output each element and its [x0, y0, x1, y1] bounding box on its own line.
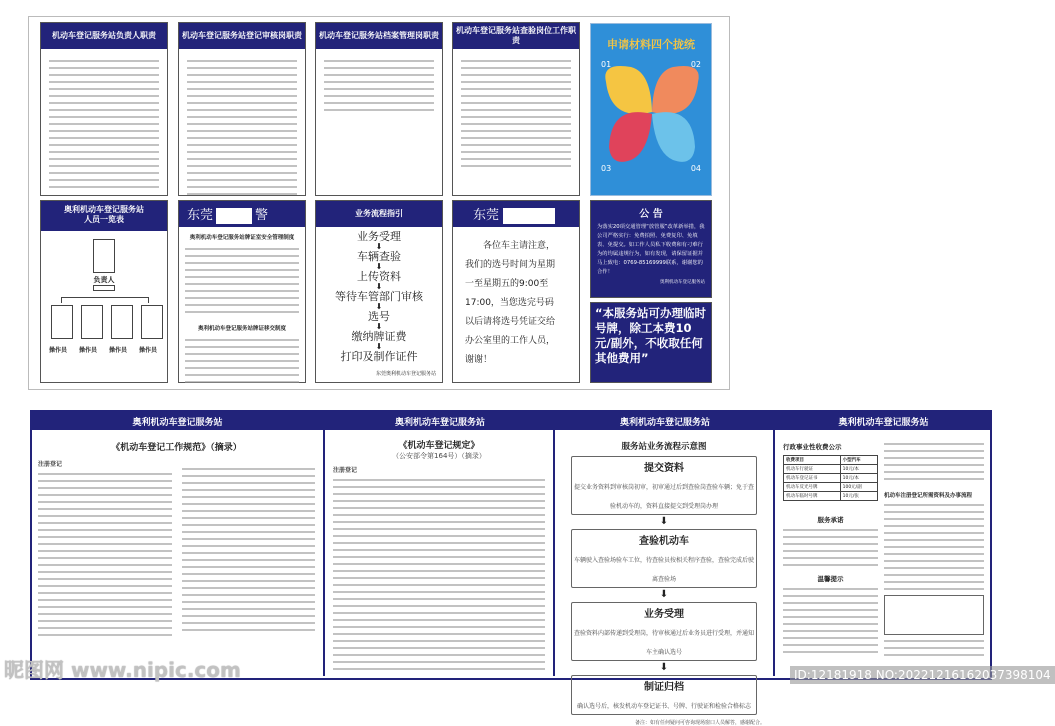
fees-section: [775, 430, 992, 676]
fee-row: [784, 456, 878, 465]
fee-cell: 机动车登记证书: [784, 474, 841, 483]
process-step: 业务受理: [357, 230, 401, 243]
leader-name: [93, 285, 115, 291]
flow-step-desc: 确认选号后，核发机动车登记证书、号牌、行驶证和检验合格标志: [576, 703, 751, 710]
petal-label: 03: [601, 164, 612, 173]
flow-step-name: 制证归档: [644, 682, 684, 693]
operator-label: 操作员: [49, 347, 68, 354]
fee-row: [784, 474, 878, 483]
process-footer: 东莞奥利机动车登记服务站: [375, 371, 436, 377]
police-title: 东莞: [187, 208, 214, 223]
temp-plate-quote: [590, 302, 712, 383]
section-title: 服务站业务流程示意图: [621, 442, 707, 452]
fee-cell: 机动车反光号牌: [784, 483, 841, 492]
process-step: 车辆查验: [357, 250, 401, 263]
poster-title: 申请材料四个拢统: [607, 38, 695, 51]
header-label: 奥利机动车登记服务站: [394, 418, 485, 428]
flow-step: [571, 602, 757, 661]
tips-title: 温馨提示: [817, 575, 844, 583]
process-table: [884, 595, 984, 635]
notice-title: 东莞: [473, 208, 500, 223]
notice-line: 17:00，当您选完号码: [465, 298, 554, 308]
flow-note: 备注：如有任何疑问可咨询现场窗口人员解答，感谢配合。: [634, 720, 765, 726]
process-step: 上传资料: [357, 270, 401, 283]
header-label: 奥利机动车登记服务站: [619, 418, 710, 428]
fee-cell: 机动车行驶证: [784, 465, 841, 474]
registration-rules-section: [325, 430, 555, 676]
police-board: [178, 200, 306, 383]
flow-step-desc: 查验资料内部传递到受理岗，待审核通过后业务员进行受理，并通知车主确认选号: [574, 630, 755, 656]
materials-poster: [590, 23, 712, 196]
leader-photo: [93, 239, 115, 273]
redacted-block: [216, 208, 252, 224]
arrow-down-icon: ⬇: [375, 302, 383, 311]
fee-cell: 收费项目: [784, 456, 841, 465]
petal-label: 04: [690, 164, 701, 173]
operator-photo: [111, 305, 133, 339]
flow-step-name: 提交资料: [644, 463, 684, 474]
process-steps: [316, 231, 442, 363]
flow-step-name: 查验机动车: [639, 536, 689, 547]
service-title: 服务承诺: [817, 516, 844, 524]
petal-label: 01: [601, 60, 612, 69]
watermark-left: 昵图网 www.nipic.com: [4, 658, 241, 682]
section-title: 奥利机动车登记服务站牌证室安全管理制度: [189, 235, 295, 241]
arrow-down-icon: ⬇: [375, 282, 383, 291]
arrow-down-icon: ⬇: [375, 262, 383, 271]
staff-subtitle: 人员一览表: [84, 215, 124, 224]
process-step: 缴纳牌证费: [351, 330, 407, 343]
work-standard-section: [30, 430, 325, 676]
flow-step-desc: 提交业务资料到审核岗初审，初审通过后到查验岗查验车辆；免于查验机动车的，资料直接提交到受理岗办理: [574, 484, 755, 510]
announcement-title: 公 告: [639, 209, 663, 220]
fee-cell: 100元/副: [840, 483, 877, 492]
section-subtitle: （公安部令第164号）（摘录）: [392, 452, 486, 460]
operator-label: 操作员: [79, 347, 98, 354]
arrow-down-icon: ⬇: [375, 342, 383, 351]
arrow-down-icon: ⬇: [659, 589, 669, 600]
flow-step: [571, 529, 757, 588]
arrow-down-icon: ⬇: [375, 322, 383, 331]
notice-header: [453, 201, 579, 227]
bottom-header: [30, 410, 992, 430]
section-title: 《机动车登记工作规范》（摘录）: [111, 443, 242, 453]
arrow-down-icon: ⬇: [375, 242, 383, 251]
board-title: 机动车登记服务站档案管理岗职责: [316, 23, 442, 49]
fee-cell: 机动车临时号牌: [784, 492, 841, 501]
notice-line: 以后请将选号凭证交给: [465, 317, 556, 327]
staff-board: [40, 200, 168, 383]
fee-cell: 10元/张: [840, 492, 877, 501]
staff-title: 奥利机动车登记服务站: [64, 205, 144, 214]
operator-photo: [81, 305, 103, 339]
header-label: 奥利机动车登记服务站: [132, 418, 223, 428]
process-guide-board: [315, 200, 443, 383]
butterfly-graphic: [591, 52, 713, 172]
fee-row: [784, 483, 878, 492]
announcement-footer: 奥利机动车登记服务站: [660, 280, 705, 285]
header-label: 奥利机动车登记服务站: [838, 418, 929, 428]
announcement-text: 为落实20项交通管理“放管服”改革新举措，我公司严格实行：免费拍照、免费复印、免填表、免提交。如工作人员私下收费和有刁难行为的均属违规行为，如有发现，请保留证据并马上致电：0769-85169999联系，谢谢您的合作！: [597, 224, 705, 275]
process-step: 选号: [368, 310, 390, 323]
fee-row: [784, 465, 878, 474]
notice-line: 谢谢！: [465, 355, 493, 365]
announcement-board: [590, 200, 712, 298]
fee-title: 行政事业性收费公示: [783, 443, 842, 451]
police-header: [179, 201, 305, 227]
arrow-down-icon: ⬇: [659, 516, 669, 527]
materials-title: 机动车注册登记所需资料及办事流程: [884, 493, 973, 499]
board-title: 机动车登记服务站登记审核岗职责: [179, 23, 305, 49]
process-step: 打印及制作证件: [340, 350, 418, 363]
service-flow-section: [555, 430, 775, 726]
notice-line: 一至星期五的9:00至: [465, 279, 549, 289]
org-connector: [61, 297, 149, 303]
duty-board-3: [315, 22, 443, 196]
redacted-block: [503, 208, 555, 224]
process-step: 等待车管部门审核: [335, 290, 423, 303]
board-title: 机动车登记服务站负责人职责: [41, 23, 167, 49]
notice-line: 我们的选号时间为星期: [465, 260, 556, 270]
police-title-suffix: 警: [255, 208, 269, 223]
operator-label: 操作员: [139, 347, 158, 354]
fee-cell: 10元/本: [840, 474, 877, 483]
leader-label: 负责人: [93, 276, 115, 284]
arrow-down-icon: ⬇: [659, 662, 669, 673]
flow-step-name: 业务受理: [644, 609, 684, 620]
flow-step: [571, 456, 757, 515]
section-subtitle: 注册登记: [38, 461, 63, 468]
notice-line: 办公室里的工作人员，: [465, 336, 556, 346]
process-title: 业务流程指引: [316, 201, 442, 227]
fee-cell: 10元/本: [840, 465, 877, 474]
notice-text: [453, 227, 579, 370]
fee-cell: 小型汽车: [840, 456, 877, 465]
duty-board-4: [452, 22, 580, 196]
petal-label: 02: [690, 60, 701, 69]
fee-row: [784, 492, 878, 501]
operator-photo: [51, 305, 73, 339]
operator-label: 操作员: [109, 347, 128, 354]
quote-text: “本服务站可办理临时号牌，除工本费10元/副外，不收取任何其他费用”: [595, 306, 707, 365]
duty-board-2: [178, 22, 306, 196]
board-title: 机动车登记服务站查验岗位工作职责: [453, 23, 579, 49]
flow-step-desc: 车辆驶入查验场验车工位，待查验员按相关程序查验，查验完成后驶离查验场: [574, 557, 755, 583]
notice-line: 各位车主请注意，: [483, 241, 556, 251]
operator-photo: [141, 305, 163, 339]
section-title: 奥利机动车登记服务站牌证移交制度: [197, 326, 286, 332]
section-title: 《机动车登记规定》: [398, 441, 480, 451]
duty-board-1: [40, 22, 168, 196]
watermark-right: ID:12181918 NO:20221216162037398104: [790, 666, 1055, 684]
flow-steps: [563, 456, 765, 715]
section-heading: 注册登记: [333, 467, 358, 474]
fee-table: [783, 455, 878, 501]
selection-notice-board: [452, 200, 580, 383]
flow-step: [571, 675, 757, 715]
